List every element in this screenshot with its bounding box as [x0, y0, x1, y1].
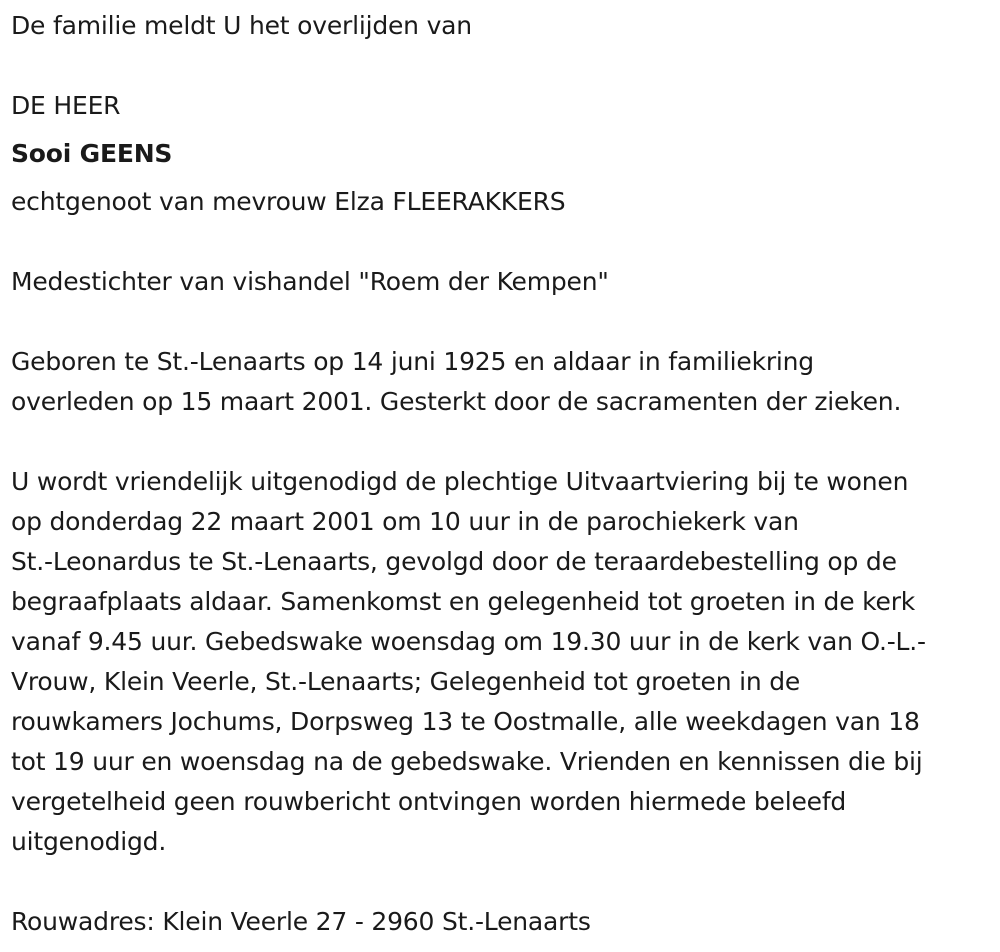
- spacer: [11, 126, 995, 134]
- paragraph-line: vanaf 9.45 uur. Gebedswake woensdag om 19.30 uur in de kerk van O.-L.-: [11, 627, 926, 656]
- spacer: [11, 222, 995, 262]
- intro-text: De familie meldt U het overlijden van: [11, 11, 472, 40]
- death-notice: [11, 6, 995, 942]
- paragraph-line: Vrouw, Klein Veerle, St.-Lenaarts; Gelegenheid tot groeten in de: [11, 667, 801, 696]
- paragraph-line: begraafplaats aldaar. Samenkomst en gelegenheid tot groeten in de kerk: [11, 587, 916, 616]
- paragraph-line: uitgenodigd.: [11, 827, 167, 856]
- spacer: [11, 422, 995, 462]
- honorific-title: DE HEER: [11, 91, 121, 120]
- spacer: [11, 862, 995, 902]
- paragraph-line: op donderdag 22 maart 2001 om 10 uur in de parochiekerk van: [11, 507, 799, 536]
- birth-death-paragraph: [11, 342, 995, 422]
- spacer: [11, 46, 995, 86]
- paragraph-line: Geboren te St.-Lenaarts op 14 juni 1925 en aldaar in familiekring: [11, 347, 814, 376]
- paragraph-line: U wordt vriendelijk uitgenodigd de plechtige Uitvaartviering bij te wonen: [11, 467, 909, 496]
- spouse-text: echtgenoot van mevrouw Elza FLEERAKKERS: [11, 187, 566, 216]
- spacer: [11, 302, 995, 342]
- paragraph-line: overleden op 15 maart 2001. Gesterkt door de sacramenten der zieken.: [11, 387, 902, 416]
- mourning-address: Rouwadres: Klein Veerle 27 - 2960 St.-Lenaarts: [11, 907, 591, 936]
- spacer: [11, 174, 995, 182]
- paragraph-line: tot 19 uur en woensdag na de gebedswake. Vrienden en kennissen die bij: [11, 747, 923, 776]
- paragraph-line: St.-Leonardus te St.-Lenaarts, gevolgd door de teraardebestelling op de: [11, 547, 897, 576]
- deceased-name: Sooi GEENS: [11, 139, 173, 168]
- role-text: Medestichter van vishandel "Roem der Kempen": [11, 267, 609, 296]
- ceremony-paragraph: [11, 462, 995, 862]
- paragraph-line: vergetelheid geen rouwbericht ontvingen worden hiermede beleefd: [11, 787, 847, 816]
- paragraph-line: rouwkamers Jochums, Dorpsweg 13 te Oostmalle, alle weekdagen van 18: [11, 707, 920, 736]
